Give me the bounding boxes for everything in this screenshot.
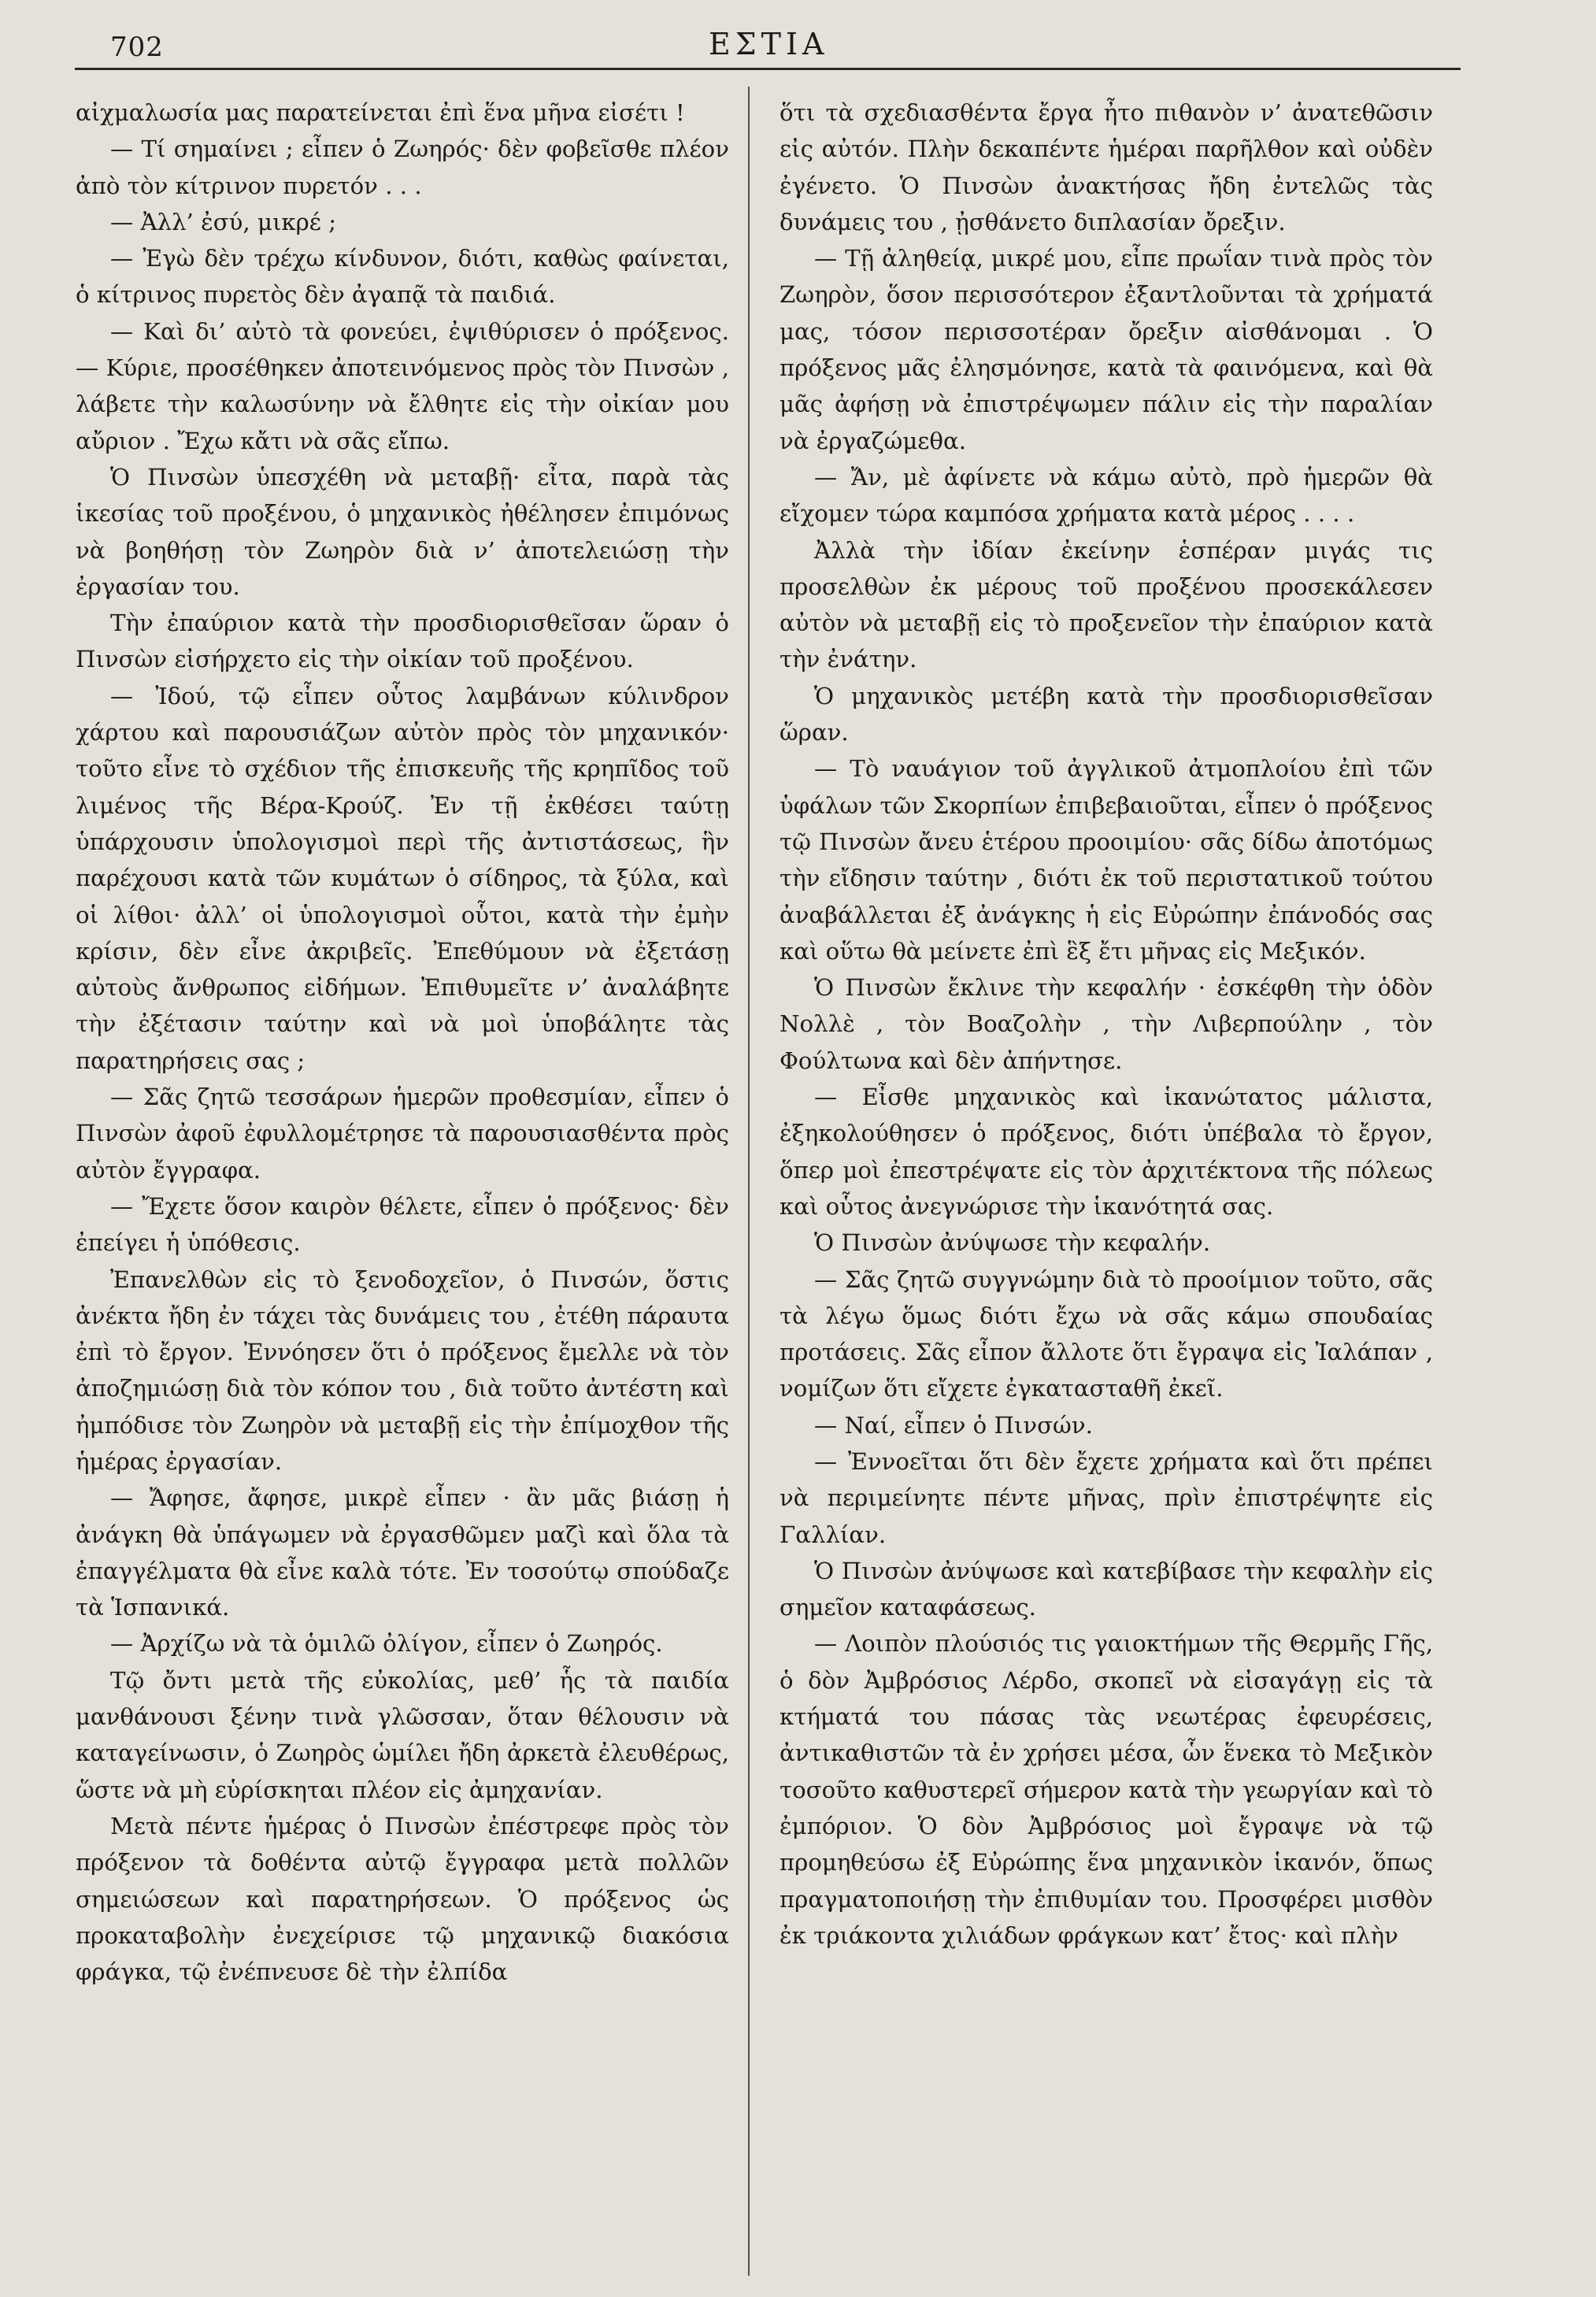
paragraph: — Τὸ ναυάγιον τοῦ ἀγγλικοῦ ἀτμοπλοίου ἐπὶ τῶν ὑφάλων τῶν Σκορπίων ἐπιβεβαιοῦται, εἶπεν ὁ πρόξενος τῷ Πινσὼν ἄνευ ἑτέρου προοιμίου· σᾶς δίδω ἀποτόμως τὴν εἴδησιν ταύτην , διότι ἐκ τοῦ περιστατικοῦ τούτου ἀναβάλλεται ἐξ ἀνάγκης ἡ εἰς Εὐρώπην ἐπάνοδός σας καὶ οὕτω θὰ μείνετε ἐπὶ ἓξ ἔτι μῆνας εἰς Μεξικόν. — [779, 755, 1433, 965]
paragraph: — Ἀρχίζω νὰ τὰ ὁμιλῶ ὀλίγον, εἶπεν ὁ Ζωηρός. — [110, 1630, 663, 1658]
paragraph: — Ἄφησε, ἄφησε, μικρὲ εἶπεν · ἂν μᾶς βιάσῃ ἡ ἀνάγκη θὰ ὑπάγωμεν νὰ ἐργασθῶμεν μαζὶ καὶ ὅλα τὰ ἐπαγγέλματα θὰ εἶνε καλὰ τότε. Ἐν τοσούτῳ σπούδαζε τὰ Ἱσπανικά. — [76, 1484, 729, 1621]
paragraph: — Ἄν, μὲ ἀφίνετε νὰ κάμω αὐτὸ, πρὸ ἡμερῶν θὰ εἴχομεν τώρα καμπόσα χρήματα κατὰ μέρος . . . . — [779, 463, 1433, 528]
paragraph: Ὁ Πινσὼν ἀνύψωσε τὴν κεφαλήν. — [814, 1229, 1211, 1257]
paragraph: — Σᾶς ζητῶ συγγνώμην διὰ τὸ προοίμιον τοῦτο, σᾶς τὰ λέγω ὅμως διότι ἔχω νὰ σᾶς κάμω σπουδαίας προτάσεις. Σᾶς εἶπον ἄλλοτε ὅτι ἔγραψα εἰς Ἰαλάπαν , νομίζων ὅτι εἴχετε ἐγκατασταθῆ ἐκεῖ. — [779, 1265, 1433, 1402]
paragraph: Ὁ Πινσὼν ἔκλινε τὴν κεφαλήν · ἐσκέφθη τὴν ὁδὸν Νολλὲ , τὸν Βοαζολὴν , τὴν Λιβερπούλην , τὸν Φούλτωνα καὶ δὲν ἀπήντησε. — [779, 974, 1433, 1074]
column-divider — [748, 87, 750, 2276]
paragraph: αἰχμαλωσία μας παρατείνεται ἐπὶ ἕνα μῆνα εἰσέτι ! — [76, 99, 685, 126]
paragraph: — Εἶσθε μηχανικὸς καὶ ἱκανώτατος μάλιστα, ἐξηκολούθησεν ὁ πρόξενος, διότι ὑπέβαλα τὸ ἔργον, ὅπερ μοὶ ἐπεστρέψατε εἰς τὸν ἀρχιτέκτονα τῆς πόλεως καὶ οὗτος ἀνεγνώρισε τὴν ἱκανότητά σας. — [779, 1084, 1433, 1220]
paragraph: — Τῇ ἀληθείᾳ, μικρέ μου, εἶπε πρωΐαν τινὰ πρὸς τὸν Ζωηρὸν, ὅσον περισσότερον ἐξαντλοῦνται τὰ χρήματά μας, τόσον περισσοτέραν ὄρεξιν αἰσθάνομαι . Ὁ πρόξενος μᾶς ἐλησμόνησε, κατὰ τὰ φαινόμενα, καὶ θὰ μᾶς ἀφήσῃ νὰ ἐπιστρέψωμεν πάλιν εἰς τὴν παραλίαν νὰ ἐργαζώμεθα. — [779, 245, 1433, 454]
paragraph: — Ἐννοεῖται ὅτι δὲν ἔχετε χρήματα καὶ ὅτι πρέπει νὰ περιμείνητε πέντε μῆνας, πρὶν ἐπιστρέψητε εἰς Γαλλίαν. — [779, 1447, 1433, 1548]
paragraph: Ὁ Πινσὼν ὑπεσχέθη νὰ μεταβῇ· εἶτα, παρὰ τὰς ἱκεσίας τοῦ προξένου, ὁ μηχανικὸς ἠθέλησεν ἐπιμόνως νὰ βοηθήσῃ τὸν Ζωηρὸν διὰ ν’ ἀποτελειώσῃ τὴν ἐργασίαν του. — [76, 463, 729, 600]
paragraph: — Τί σημαίνει ; εἶπεν ὁ Ζωηρός· δὲν φοβεῖσθε πλέον ἀπὸ τὸν κίτρινον πυρετόν . . . — [76, 135, 729, 199]
paragraph: — Ἔχετε ὅσον καιρὸν θέλετε, εἶπεν ὁ πρόξενος· δὲν ἐπείγει ἡ ὑπόθεσις. — [76, 1192, 729, 1257]
paragraph: Ἀλλὰ τὴν ἰδίαν ἐκείνην ἑσπέραν μιγάς τις προσελθὼν ἐκ μέρους τοῦ προξένου προσεκάλεσεν αὐτὸν νὰ μεταβῇ εἰς τὸ προξενεῖον τὴν ἐπαύριον κατὰ τὴν ἐνάτην. — [779, 536, 1433, 673]
paragraph: Ἐπανελθὼν εἰς τὸ ξενοδοχεῖον, ὁ Πινσών, ὅστις ἀνέκτα ἤδη ἐν τάχει τὰς δυνάμεις του , ἐτέθη πάραυτα ἐπὶ τὸ ἔργον. Ἐννόησεν ὅτι ὁ πρόξενος ἔμελλε νὰ τὸν ἀποζημιώσῃ διὰ τὸν κόπον του , διὰ τοῦτο ἀντέστη καὶ ἠμπόδισε τὸν Ζωηρὸν νὰ μεταβῇ εἰς τὴν ἐπίμοχθον τῆς ἡμέρας ἐργασίαν. — [76, 1265, 729, 1475]
paragraph: — Ἐγὼ δὲν τρέχω κίνδυνον, διότι, καθὼς φαίνεται, ὁ κίτρινος πυρετὸς δὲν ἀγαπᾷ τὰ παιδιά. — [76, 245, 729, 309]
paragraph: Τὴν ἐπαύριον κατὰ τὴν προσδιορισθεῖσαν ὥραν ὁ Πινσὼν εἰσήρχετο εἰς τὴν οἰκίαν τοῦ προξένου. — [76, 609, 729, 673]
paragraph: — Σᾶς ζητῶ τεσσάρων ἡμερῶν προθεσμίαν, εἶπεν ὁ Πινσὼν ἀφοῦ ἐφυλλομέτρησε τὰ παρουσιασθέντα πρὸς αὐτὸν ἔγγραφα. — [76, 1084, 729, 1184]
paragraph: Ὁ μηχανικὸς μετέβη κατὰ τὴν προσδιορισθεῖσαν ὥραν. — [779, 682, 1433, 747]
header-rule — [75, 68, 1461, 70]
paragraph: — Καὶ δι’ αὐτὸ τὰ φονεύει, ἐψιθύρισεν ὁ πρόξενος. — Κύριε, προσέθηκεν ἀποτεινόμενος πρὸς τὸν Πινσὼν , λάβετε τὴν καλωσύνην νὰ ἔλθητε εἰς τὴν οἰκίαν μου αὔριον . Ἔχω κἄτι νὰ σᾶς εἴπω. — [76, 317, 729, 454]
page-header — [102, 24, 1441, 79]
paragraph: — Ἀλλ’ ἐσύ, μικρέ ; — [110, 208, 337, 235]
paragraph: — Λοιπὸν πλούσιός τις γαιοκτήμων τῆς Θερμῆς Γῆς, ὁ δὸν Ἀμβρόσιος Λέρδο, σκοπεῖ νὰ εἰσαγάγῃ εἰς τὰ κτήματά του πάσας τὰς νεωτέρας ἐφευρέσεις, ἀντικαθιστῶν τὰ ἐν χρήσει μέσα, ὧν ἕνεκα τὸ Μεξικὸν τοσοῦτο καθυστερεῖ σήμερον κατὰ τὴν γεωργίαν καὶ τὸ ἐμπόριον. Ὁ δὸν Ἀμβρόσιος μοὶ ἔγραψε νὰ τῷ προμηθεύσω ἐξ Εὐρώπης ἕνα μηχανικὸν ἱκανόν, ὅπως πραγματοποιήσῃ τὴν ἐπιθυμίαν του. Προσφέρει μισθὸν ἐκ τριάκοντα χιλιάδων φράγκων κατ’ ἔτος· καὶ πλὴν — [779, 1630, 1433, 1949]
right-column — [779, 94, 1433, 1954]
paragraph: — Ἰδού, τῷ εἶπεν οὗτος λαμβάνων κύλινδρον χάρτου καὶ παρουσιάζων αὐτὸν πρὸς τὸν μηχανικόν· τοῦτο εἶνε τὸ σχέδιον τῆς ἐπισκευῆς τῆς κρηπῖδος τοῦ λιμένος τῆς Βέρα-Κρούζ. Ἐν τῇ ἐκθέσει ταύτῃ ὑπάρχουσιν ὑπολογισμοὶ περὶ τῆς ἀντιστάσεως, ἣν παρέχουσι κατὰ τῶν κυμάτων ὁ σίδηρος, τὰ ξύλα, καὶ οἱ λίθοι· ἀλλ’ οἱ ὑπολογισμοὶ οὗτοι, κατὰ τὴν ἐμὴν κρίσιν, δὲν εἶνε ἀκριβεῖς. Ἐπεθύμουν νὰ ἐξετάσῃ αὐτοὺς ἄνθρωπος εἰδήμων. Ἐπιθυμεῖτε ν’ ἀναλάβητε τὴν ἐξέτασιν ταύτην καὶ νὰ μοὶ ὑποβάλητε τὰς παρατηρήσεις σας ; — [76, 682, 729, 1074]
paragraph: Μετὰ πέντε ἡμέρας ὁ Πινσὼν ἐπέστρεφε πρὸς τὸν πρόξενον τὰ δοθέντα αὐτῷ ἔγγραφα μετὰ πολλῶν σημειώσεων καὶ παρατηρήσεων. Ὁ πρόξενος ὡς προκαταβολὴν ἐνεχείρισε τῷ μηχανικῷ διακόσια φράγκα, τῷ ἐνέπνευσε δὲ τὴν ἐλπίδα — [76, 1812, 729, 1986]
left-column — [76, 94, 729, 1990]
paragraph: ὅτι τὰ σχεδιασθέντα ἔργα ἦτο πιθανὸν ν’ ἀνατεθῶσιν εἰς αὐτόν. Πλὴν δεκαπέντε ἡμέραι παρῆλθον καὶ οὐδὲν ἐγένετο. Ὁ Πινσὼν ἀνακτήσας ἤδη ἐντελῶς τὰς δυνάμεις του , ᾐσθάνετο διπλασίαν ὄρεξιν. — [779, 99, 1433, 235]
paragraph: — Ναί, εἶπεν ὁ Πινσών. — [814, 1411, 1093, 1439]
paragraph: Τῷ ὄντι μετὰ τῆς εὐκολίας, μεθ’ ἧς τὰ παιδία μανθάνουσι ξένην τινὰ γλῶσσαν, ὅταν θέλουσιν νὰ καταγείνωσιν, ὁ Ζωηρὸς ὡμίλει ἤδη ἀρκετὰ ἐλευθέρως, ὥστε νὰ μὴ εὑρίσκηται πλέον εἰς ἀμηχανίαν. — [76, 1666, 729, 1803]
page-number: 702 — [110, 31, 164, 63]
paragraph: Ὁ Πινσὼν ἀνύψωσε καὶ κατεβίβασε τὴν κεφαλὴν εἰς σημεῖον καταφάσεως. — [779, 1557, 1433, 1621]
journal-title: ΕΣΤΙΑ — [709, 27, 829, 61]
